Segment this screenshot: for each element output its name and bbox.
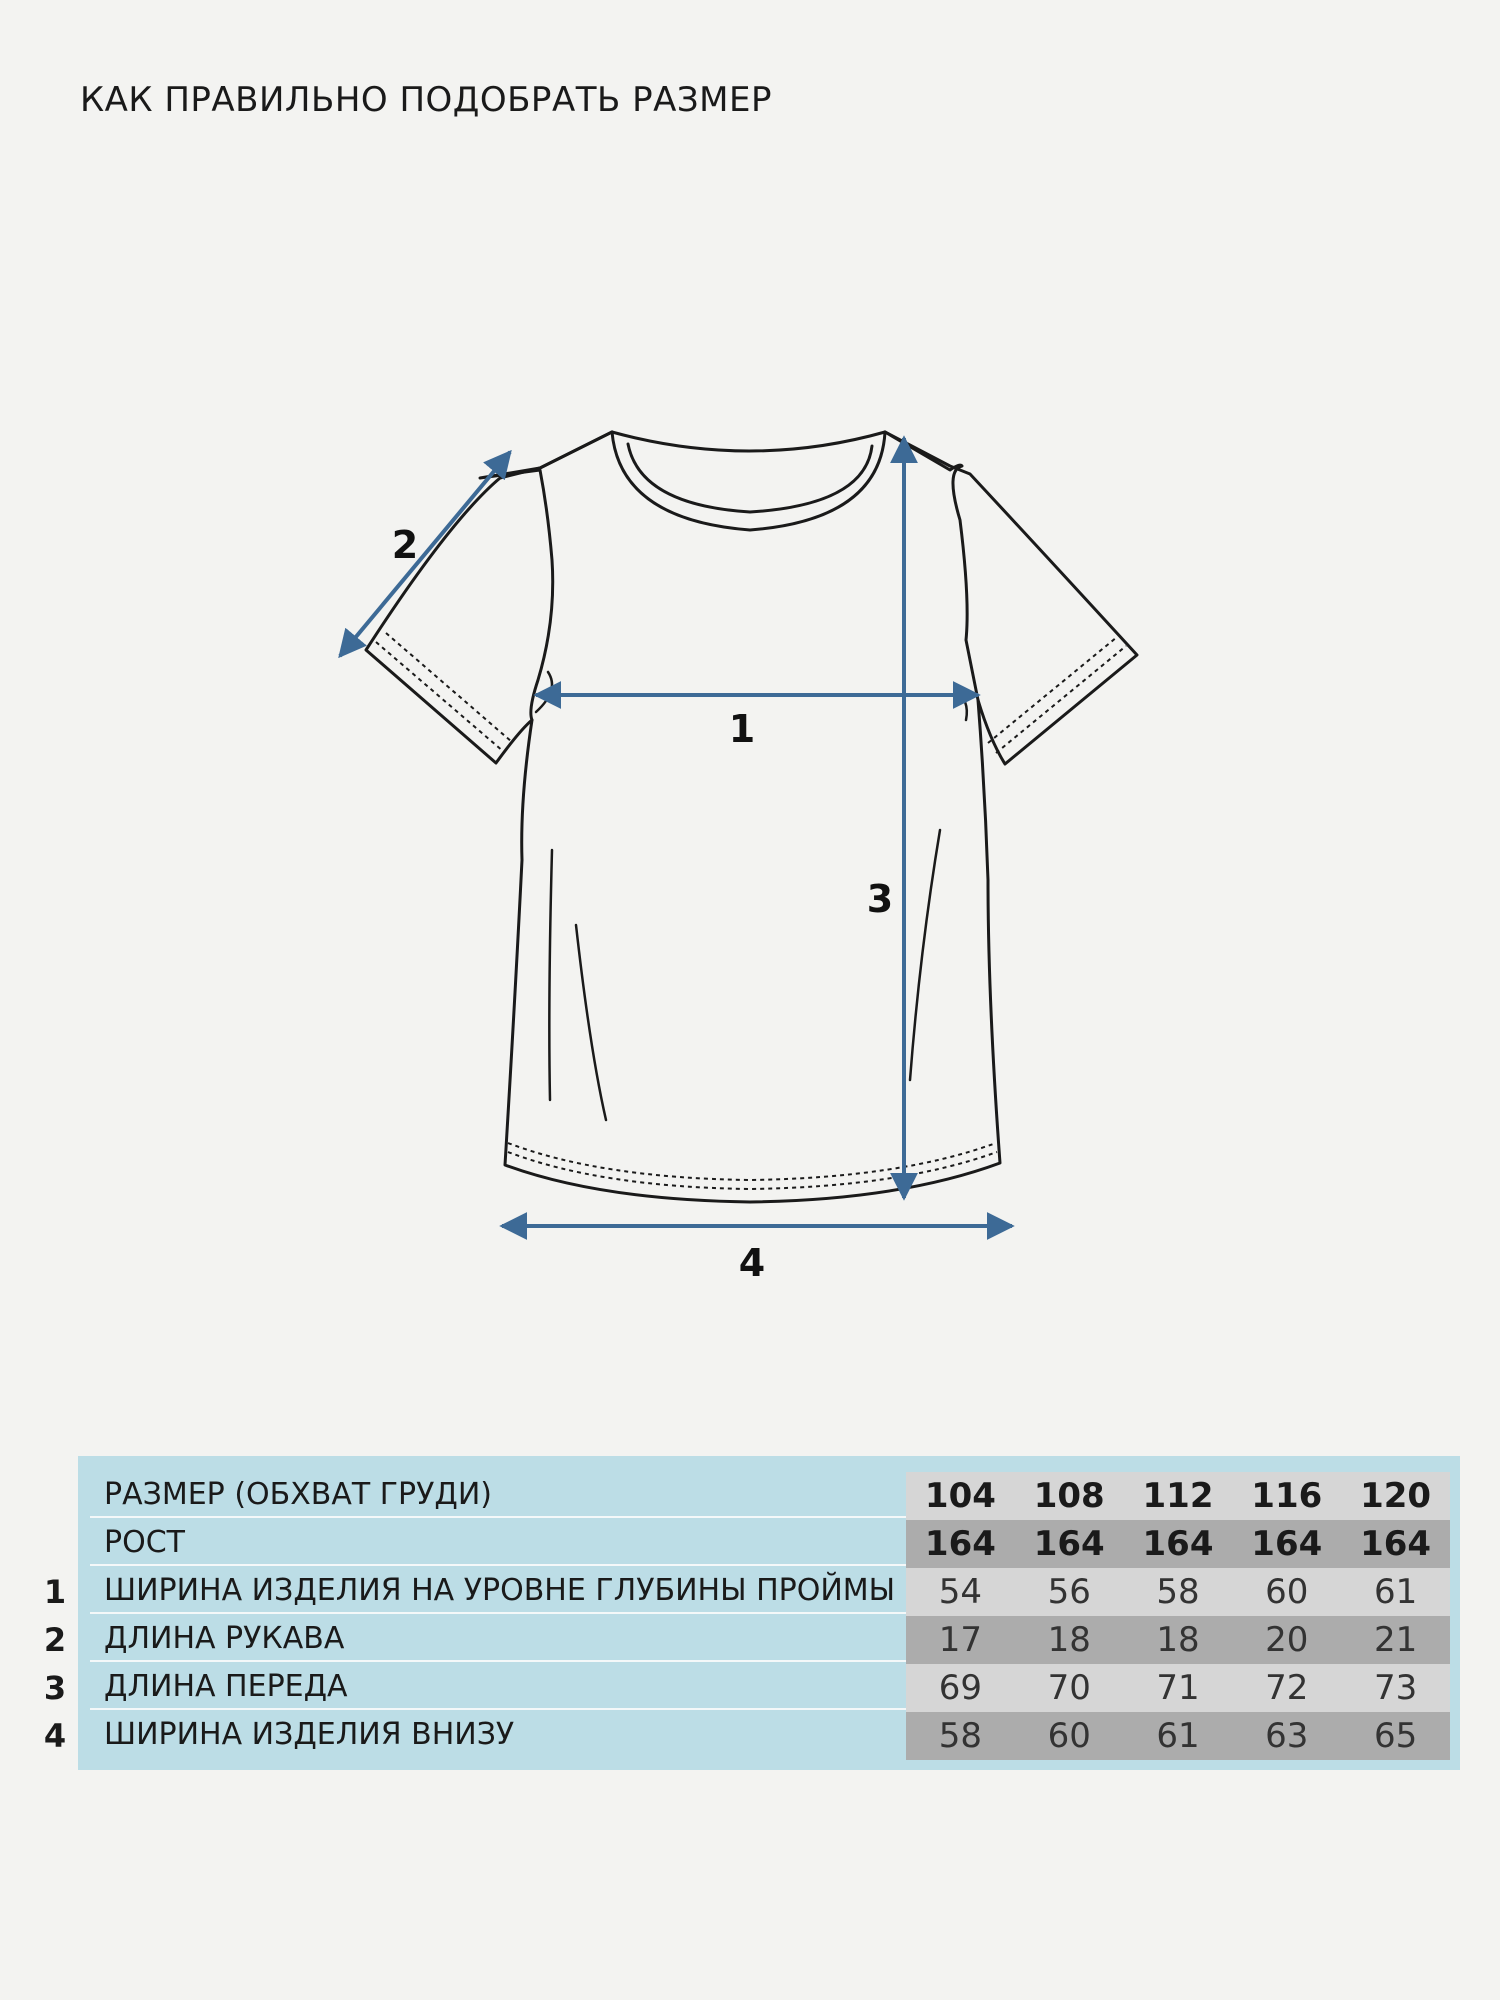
size-value: 104: [924, 1476, 996, 1516]
row-number: 4: [43, 1717, 67, 1755]
measure-label-4: 4: [738, 1241, 766, 1285]
row-label: ШИРИНА ИЗДЕЛИЯ ВНИЗУ: [104, 1717, 515, 1752]
measure-label-3: 3: [866, 877, 894, 921]
table-row: [43, 1568, 1460, 1616]
size-values: [906, 1472, 1450, 1520]
row-values: [906, 1616, 1450, 1664]
measure-label-1: 1: [728, 707, 756, 751]
arrow-2: [340, 452, 510, 656]
table-cell: 60: [1047, 1716, 1091, 1756]
page-title: КАК ПРАВИЛЬНО ПОДОБРАТЬ РАЗМЕР: [80, 80, 772, 120]
tshirt-outline: [366, 432, 1137, 1202]
table-row: [43, 1664, 1460, 1712]
row-values: [906, 1712, 1450, 1760]
row-label-size: РАЗМЕР (ОБХВАТ ГРУДИ): [90, 1472, 908, 1518]
table-cell: 21: [1373, 1620, 1418, 1660]
size-value: 108: [1033, 1476, 1105, 1516]
table-cell: 20: [1265, 1620, 1309, 1660]
size-value: 120: [1360, 1476, 1432, 1516]
table-row: [43, 1712, 1460, 1760]
height-values: [906, 1520, 1450, 1568]
table-cell: 54: [938, 1572, 983, 1612]
table-cell: 69: [938, 1668, 983, 1708]
table-cell: 60: [1265, 1572, 1309, 1612]
row-number: 2: [43, 1621, 67, 1659]
height-value: 164: [1360, 1524, 1432, 1564]
row-number: 3: [43, 1669, 67, 1707]
table-cell: 17: [938, 1620, 983, 1660]
height-value: 164: [924, 1524, 996, 1564]
measurement-arrows: [340, 438, 1012, 1226]
table-cell: 73: [1373, 1668, 1418, 1708]
height-value: 164: [1033, 1524, 1105, 1564]
table-cell: 58: [1156, 1572, 1200, 1612]
row-values: [906, 1664, 1450, 1712]
table-cell: 18: [1047, 1620, 1091, 1660]
table-cell: 18: [1156, 1620, 1200, 1660]
row-label: ДЛИНА РУКАВА: [90, 1616, 908, 1662]
table-cell: 61: [1156, 1716, 1200, 1756]
table-row-height: [78, 1520, 1460, 1568]
table-cell: 56: [1047, 1572, 1091, 1612]
row-label: ШИРИНА ИЗДЕЛИЯ НА УРОВНЕ ГЛУБИНЫ ПРОЙМЫ: [90, 1568, 908, 1614]
table-cell: 65: [1373, 1716, 1418, 1756]
table-cell: 71: [1156, 1668, 1200, 1708]
height-value: 164: [1142, 1524, 1214, 1564]
size-table: [43, 1456, 1460, 1770]
table-cell: 61: [1373, 1572, 1418, 1612]
table-cell: 70: [1047, 1668, 1091, 1708]
table-cell: 63: [1265, 1716, 1309, 1756]
table-cell: 72: [1265, 1668, 1309, 1708]
size-value: 116: [1251, 1476, 1323, 1516]
table-row-size: [78, 1472, 1460, 1520]
row-number: 1: [43, 1573, 67, 1611]
measure-label-2: 2: [391, 523, 419, 567]
row-values: [906, 1568, 1450, 1616]
row-label-height: РОСТ: [90, 1520, 908, 1566]
row-label: ДЛИНА ПЕРЕДА: [90, 1664, 908, 1710]
table-cell: 58: [938, 1716, 983, 1756]
size-value: 112: [1142, 1476, 1214, 1516]
height-value: 164: [1251, 1524, 1323, 1564]
table-row: [43, 1616, 1460, 1664]
